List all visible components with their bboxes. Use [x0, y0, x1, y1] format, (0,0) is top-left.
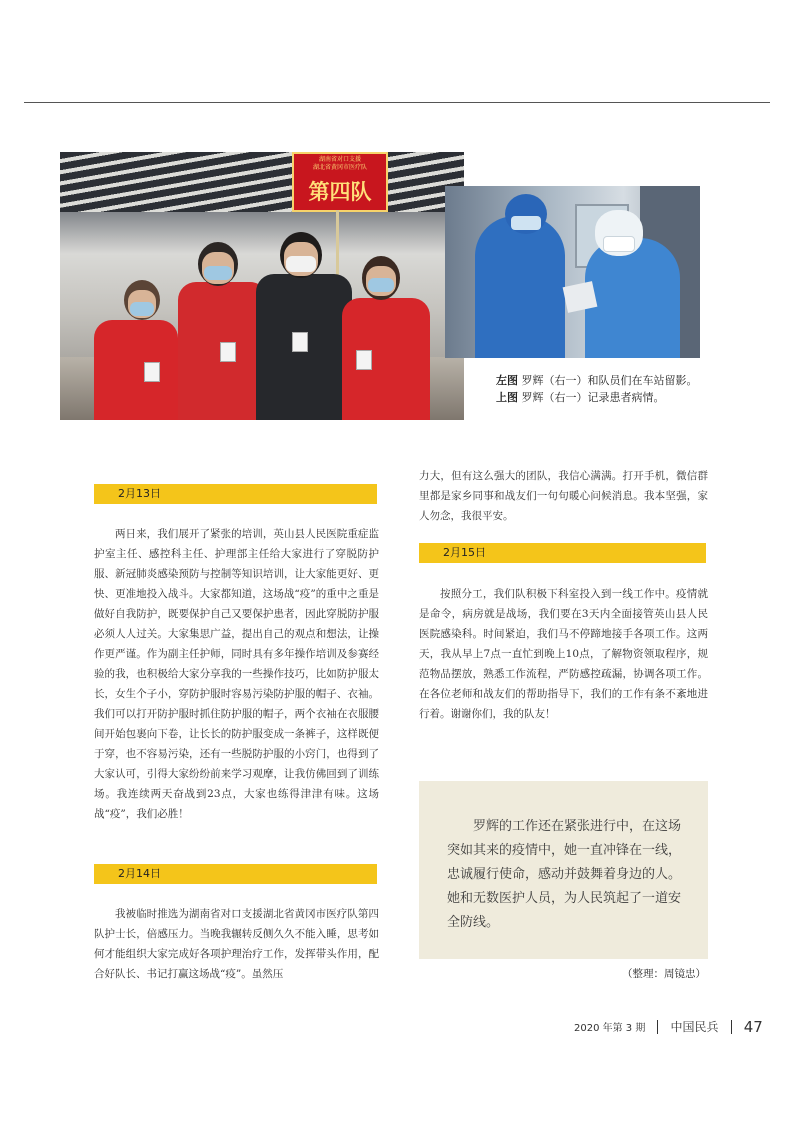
header-rule	[24, 102, 770, 103]
paragraph-feb14: 我被临时推选为湖南省对口支援湖北省黄冈市医疗队第四队护士长，倍感压力。当晚我辗转反侧久久不能入睡，思考如何才能组织大家完成好各项护理治疗工作，发挥带头作用，配合好队长、书记打赢这场战“疫”。虽然压	[94, 908, 379, 980]
footer-divider	[657, 1020, 658, 1034]
caption-line-1	[496, 372, 716, 389]
paragraph-feb15: 按照分工，我们队积极下科室投入到一线工作中。疫情就是命令，病房就是战场，我们要在3天内全面接管英山县人民医院感染科。时间紧迫，我们马不停蹄地接手各项工作。这两天，我从早上7点一直忙到晚上10点，了解物资领取程序，规范物品摆放，熟悉工作流程，严防感控疏漏，协调各项工作。在各位老师和战友们的帮助指导下，我们的工作有条不紊地进行着。谢谢你们，我的队友！	[419, 588, 708, 720]
ward-photo	[445, 186, 700, 358]
caption-text-top: 罗辉（右一）记录患者病情。	[518, 391, 665, 404]
section-feb15	[419, 584, 708, 724]
page-number: 47	[743, 1017, 763, 1036]
section-feb14	[94, 904, 379, 984]
section-feb14-continued	[419, 466, 708, 526]
issue-label: 2020 年第 3 期	[574, 1023, 646, 1034]
date-heading-feb14: 2月14日	[94, 864, 377, 884]
caption-label-top: 上图	[496, 391, 518, 404]
page-footer	[574, 1016, 763, 1036]
team-sign	[292, 152, 388, 212]
medic-2-mask	[603, 236, 635, 252]
editor-credit: （整理：周镜忠）	[622, 968, 706, 980]
date-heading-feb15: 2月15日	[419, 543, 706, 563]
team-station-photo	[60, 152, 464, 420]
summary-text: 罗辉的工作还在紧张进行中，在这场突如其来的疫情中，她一直冲锋在一线，忠诚履行使命，感动并鼓舞着身边的人。她和无数医护人员，为人民筑起了一道安全防线。	[447, 819, 682, 930]
photo-caption	[496, 372, 716, 406]
caption-text-left: 罗辉（右一）和队员们在车站留影。	[518, 374, 698, 387]
summary-box	[419, 781, 708, 959]
ceiling-decoration	[60, 152, 464, 212]
footer-divider	[731, 1020, 732, 1034]
caption-line-2	[496, 389, 716, 406]
paragraph-feb13: 两日来，我们展开了紧张的培训，英山县人民医院重症监护室主任、感控科主任、护理部主任给大家进行了穿脱防护服、新冠肺炎感染预防与控制等知识培训，让大家能更好、更快、更准地投入战斗。大家都知道，这场战“疫”的重中之重是做好自我防护，既要保护自己又要保护患者，因此穿脱防护服必须人人过关。大家集思广益，提出自己的观点和想法，让操作更严谨。作为副主任护师，同时具有多年操作培训及参赛经验的我，也积极给大家分享我的一些操作技巧，比如防护服太长，女生个子小，穿防护服时容易污染防护服的帽子、衣袖。我们可以打开防护服时抓住防护服的帽子，两个衣袖在衣服腰间开始包裹向下卷，让长长的防护服变成一条裤子，这样既便于穿，也不容易污染，还有一些脱防护服的小窍门，也得到了大家认可，引得大家纷纷前来学习观摩，让我仿佛回到了训练场。我连续两天奋战到23点，大家也练得津津有味。这场战“疫”，我们必胜！	[94, 528, 379, 820]
section-feb13	[94, 524, 379, 824]
team-sign-subtitle: 湖南省对口支援 湖北省黄冈市医疗队	[312, 156, 367, 171]
team-sign-title: 第四队	[308, 180, 372, 204]
medic-1-suit	[475, 216, 565, 358]
medic-1-mask	[511, 216, 541, 230]
magazine-name: 中国民兵	[670, 1020, 719, 1034]
caption-label-left: 左图	[496, 374, 518, 387]
date-heading-feb13: 2月13日	[94, 484, 377, 504]
medic-2-suit	[585, 238, 680, 358]
paragraph-feb14-continued: 力大，但有这么强大的团队，我信心满满。打开手机，微信群里都是家乡同事和战友们一句句暖心问候消息。我本坚强，家人勿念，我很平安。	[419, 470, 708, 522]
